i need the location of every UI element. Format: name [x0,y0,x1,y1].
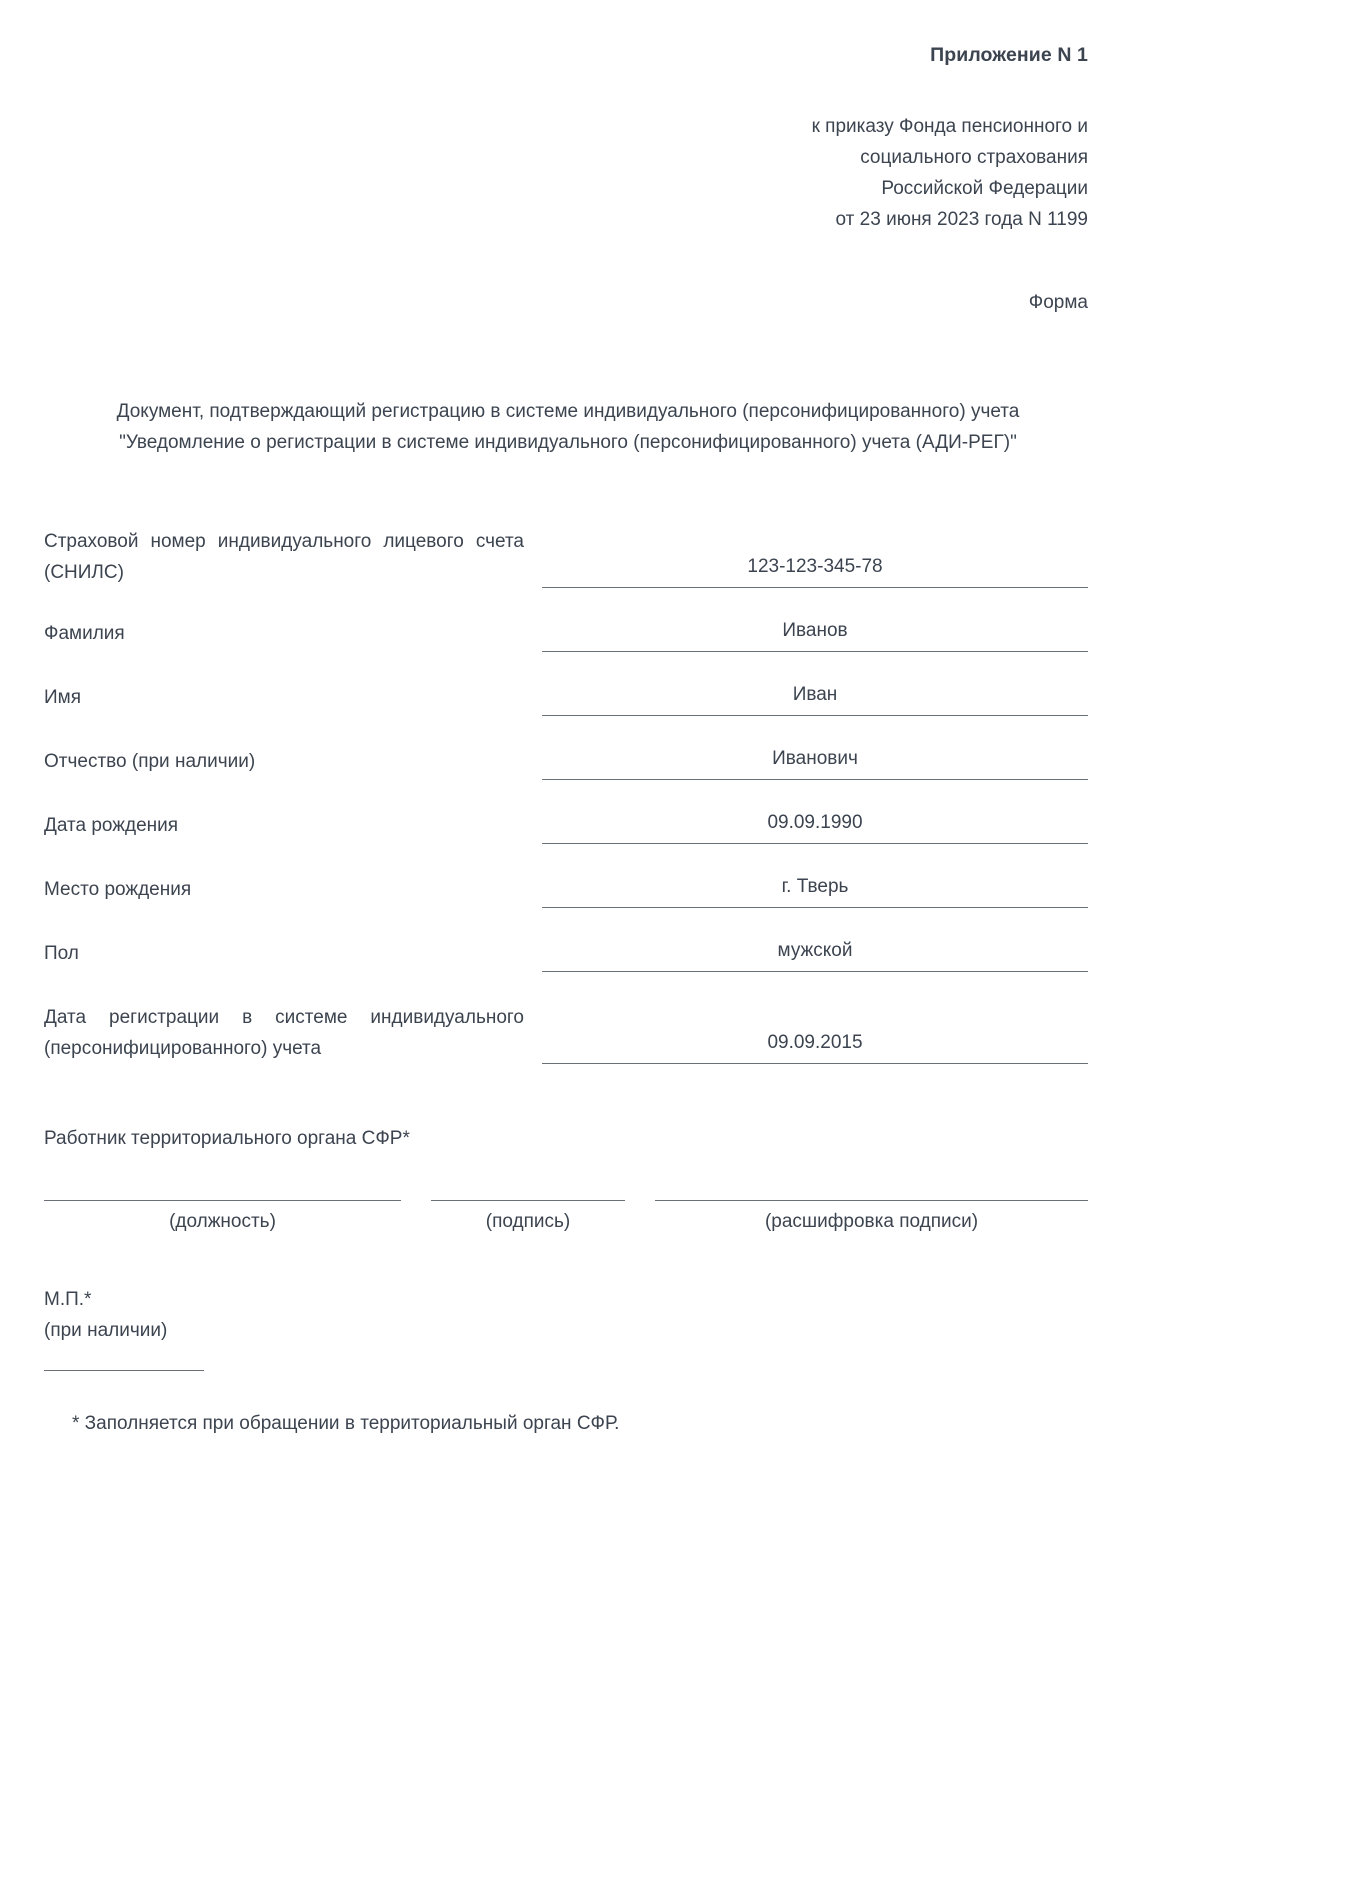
order-reference-line-4: от 23 июня 2023 года N 1199 [835,209,1088,230]
stamp-block [44,1284,1088,1346]
document-title [44,396,1088,458]
field-label-surname: Фамилия [44,623,125,644]
signature-rule-decoding [655,1200,1088,1201]
field-value-wrap-firstname [524,680,1088,716]
field-value-wrap-birthplace [524,872,1088,908]
signature-caption-decoding: (расшифровка подписи) [764,1211,979,1232]
field-label-sex: Пол [44,943,79,964]
field-label-birthdate: Дата рождения [44,815,179,836]
document-title-line-1: Документ, подтверждающий регистрацию в системе индивидуального (персонифицированного) [116,401,966,422]
field-label-patronymic: Отчество (при наличии) [44,751,256,772]
field-value-wrap-sex [524,936,1088,972]
signature-column-signature [431,1200,625,1236]
field-value-surname: Иванов [542,616,1088,652]
field-value-birthplace: г. Тверь [542,872,1088,908]
field-label-snils: Страховой номер индивидуального лицевого счета (СНИЛС) [44,531,524,583]
field-label-registration-date: Дата регистрации в системе индивидуального (персонифицированного) учета [44,1007,524,1059]
field-row-snils [44,524,1088,588]
order-reference-line-1: к приказу Фонда пенсионного и [811,116,1088,137]
document-title-line-2: учета "Уведомление о регистрации в системе индивидуального (персонифицированного) учета [119,401,1020,453]
signature-caption-signature: (подпись) [485,1211,571,1232]
field-label-birthplace: Место рождения [44,879,192,900]
field-value-snils: 123-123-345-78 [542,552,1088,588]
field-row-surname [44,616,1088,652]
field-value-birthdate: 09.09.1990 [542,808,1088,844]
order-reference-line-2: социального страхования [860,147,1088,168]
field-row-firstname [44,680,1088,716]
field-value-wrap-birthdate [524,808,1088,844]
field-value-registration-date: 09.09.2015 [542,1028,1088,1064]
field-row-registration-date [44,1000,1088,1064]
order-reference-line-3: Российской Федерации [881,178,1088,199]
signature-column-position [44,1200,401,1236]
worker-label: Работник территориального органа СФР* [44,1128,410,1149]
field-value-wrap-surname [524,616,1088,652]
signature-rule-position [44,1200,401,1201]
field-value-wrap-registration-date [524,1028,1088,1064]
appendix-title: Приложение N 1 [930,44,1088,66]
signature-column-decoding [655,1200,1088,1236]
fields-list [44,524,1088,1064]
field-label-firstname: Имя [44,687,82,708]
field-value-sex: мужской [542,936,1088,972]
field-value-patronymic: Иванович [542,744,1088,780]
footnote-text: * Заполняется при обращении в территориальный орган СФР. [72,1413,620,1434]
form-word: Форма [1028,292,1088,313]
signature-caption-position: (должность) [169,1211,276,1232]
signature-row [44,1200,1088,1236]
field-row-birthplace [44,872,1088,908]
field-value-wrap-patronymic [524,744,1088,780]
stamp-label: М.П.* [44,1289,92,1310]
field-value-firstname: Иван [542,680,1088,716]
signature-rule-signature [431,1200,625,1201]
order-reference [44,111,1088,235]
stamp-if-available: (при наличии) [44,1320,168,1341]
field-row-sex [44,936,1088,972]
document-title-line-3: (АДИ-РЕГ)" [915,432,1017,453]
field-row-birthdate [44,808,1088,844]
footnote-divider [44,1370,204,1371]
field-row-patronymic [44,744,1088,780]
header-block [44,40,1088,318]
field-value-wrap-snils [524,552,1088,588]
